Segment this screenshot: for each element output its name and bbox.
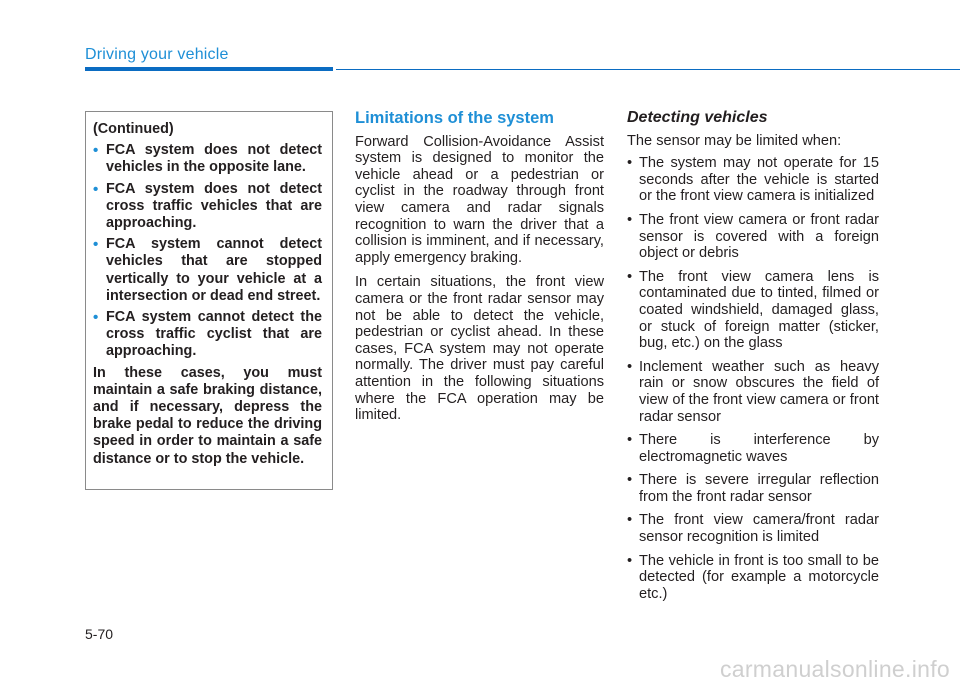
warning-item [93, 309, 322, 361]
bullet-icon: • [93, 180, 99, 198]
warning-item-text: FCA system cannot detect vehicles that are stopped vertically to your vehicle at a intersection or dead end street. [106, 236, 322, 304]
warning-item [93, 236, 322, 305]
warning-item [93, 142, 322, 176]
detecting-intro: The sensor may be limited when: [627, 132, 842, 149]
continued-label: (Continued) [93, 121, 174, 137]
detecting-item [627, 472, 879, 505]
warning-item-text: FCA system cannot detect the cross traffic cyclist that are approaching. [106, 309, 322, 360]
header-rule-thin [336, 69, 960, 70]
detecting-item-text: The system may not operate for 15 seconds after the vehicle is started or the front view camera is initialized [639, 155, 879, 205]
detecting-item [627, 512, 879, 545]
warning-closing: In these cases, you must maintain a safe braking distance, and if necessary, depress the brake pedal to reduce the driving speed in order to maintain a safe distance or to stop the vehicle. [93, 364, 322, 467]
bullet-icon: • [93, 142, 99, 160]
detecting-heading: Detecting vehicles [627, 109, 768, 126]
detecting-item [627, 269, 879, 352]
detecting-item-text: The front view camera lens is contaminated due to tinted, filmed or coated windshield, damaged glass, or stuck of foreign matter (sticker, bug, etc.) on the glass [639, 268, 879, 352]
warning-list [93, 142, 322, 360]
limitations-heading: Limitations of the system [355, 109, 554, 127]
watermark: carmanualsonline.info [719, 656, 950, 682]
detecting-item [627, 432, 879, 465]
detecting-item-text: Inclement weather such as heavy rain or snow obscures the field of view of the front view camera or front radar sensor [639, 358, 879, 425]
detecting-item-text: The front view camera/front radar sensor recognition is limited [639, 512, 879, 546]
limitations-paragraph: Forward Collision-Avoidance Assist system is designed to monitor the vehicle ahead or a pedestrian or cyclist in the roadway through front view camera and radar signals recognition to warn the driver that a collision is imminent, and if necessary, apply emergency braking. [355, 133, 604, 266]
detecting-list [627, 155, 879, 602]
limitations-paragraph: In certain situations, the front view camera or the front radar sensor may not be able to detect the vehicle, pedestrian or cyclist ahead. In these cases, FCA system may not operate normally. The driver must pay careful attention in the following situations where the FCA operation may be limited. [355, 274, 604, 424]
bullet-icon: • [627, 358, 633, 375]
bullet-icon: • [627, 155, 633, 172]
bullet-icon: • [93, 309, 99, 327]
detecting-item [627, 212, 879, 262]
warning-item-text: FCA system does not detect vehicles in the opposite lane. [106, 142, 322, 176]
detecting-item [627, 553, 879, 603]
bullet-icon: • [627, 211, 633, 228]
detecting-item-text: The vehicle in front is too small to be detected (for example a motorcycle etc.) [639, 552, 879, 602]
bullet-icon: • [627, 268, 633, 285]
bullet-icon: • [627, 512, 633, 529]
warning-item-text: FCA system does not detect cross traffic vehicles that are approaching. [106, 180, 322, 232]
bullet-icon: • [627, 472, 633, 489]
warning-box [85, 111, 333, 490]
detecting-item [627, 359, 879, 425]
section-title: Driving your vehicle [85, 46, 229, 63]
bullet-icon: • [93, 236, 99, 254]
header-rule-thick [85, 67, 333, 71]
bullet-icon: • [627, 432, 633, 449]
detecting-item-text: The front view camera or front radar sensor is covered with a foreign object or debris [639, 211, 879, 262]
page-number: 5-70 [85, 626, 114, 642]
detecting-item-text: There is severe irregular reflection from the front radar sensor [639, 472, 879, 505]
detecting-section [627, 110, 879, 609]
limitations-section [355, 110, 604, 432]
detecting-item-text: There is interference by electromagnetic waves [639, 432, 879, 465]
warning-item [93, 181, 322, 233]
detecting-item [627, 155, 879, 205]
bullet-icon: • [627, 552, 633, 569]
